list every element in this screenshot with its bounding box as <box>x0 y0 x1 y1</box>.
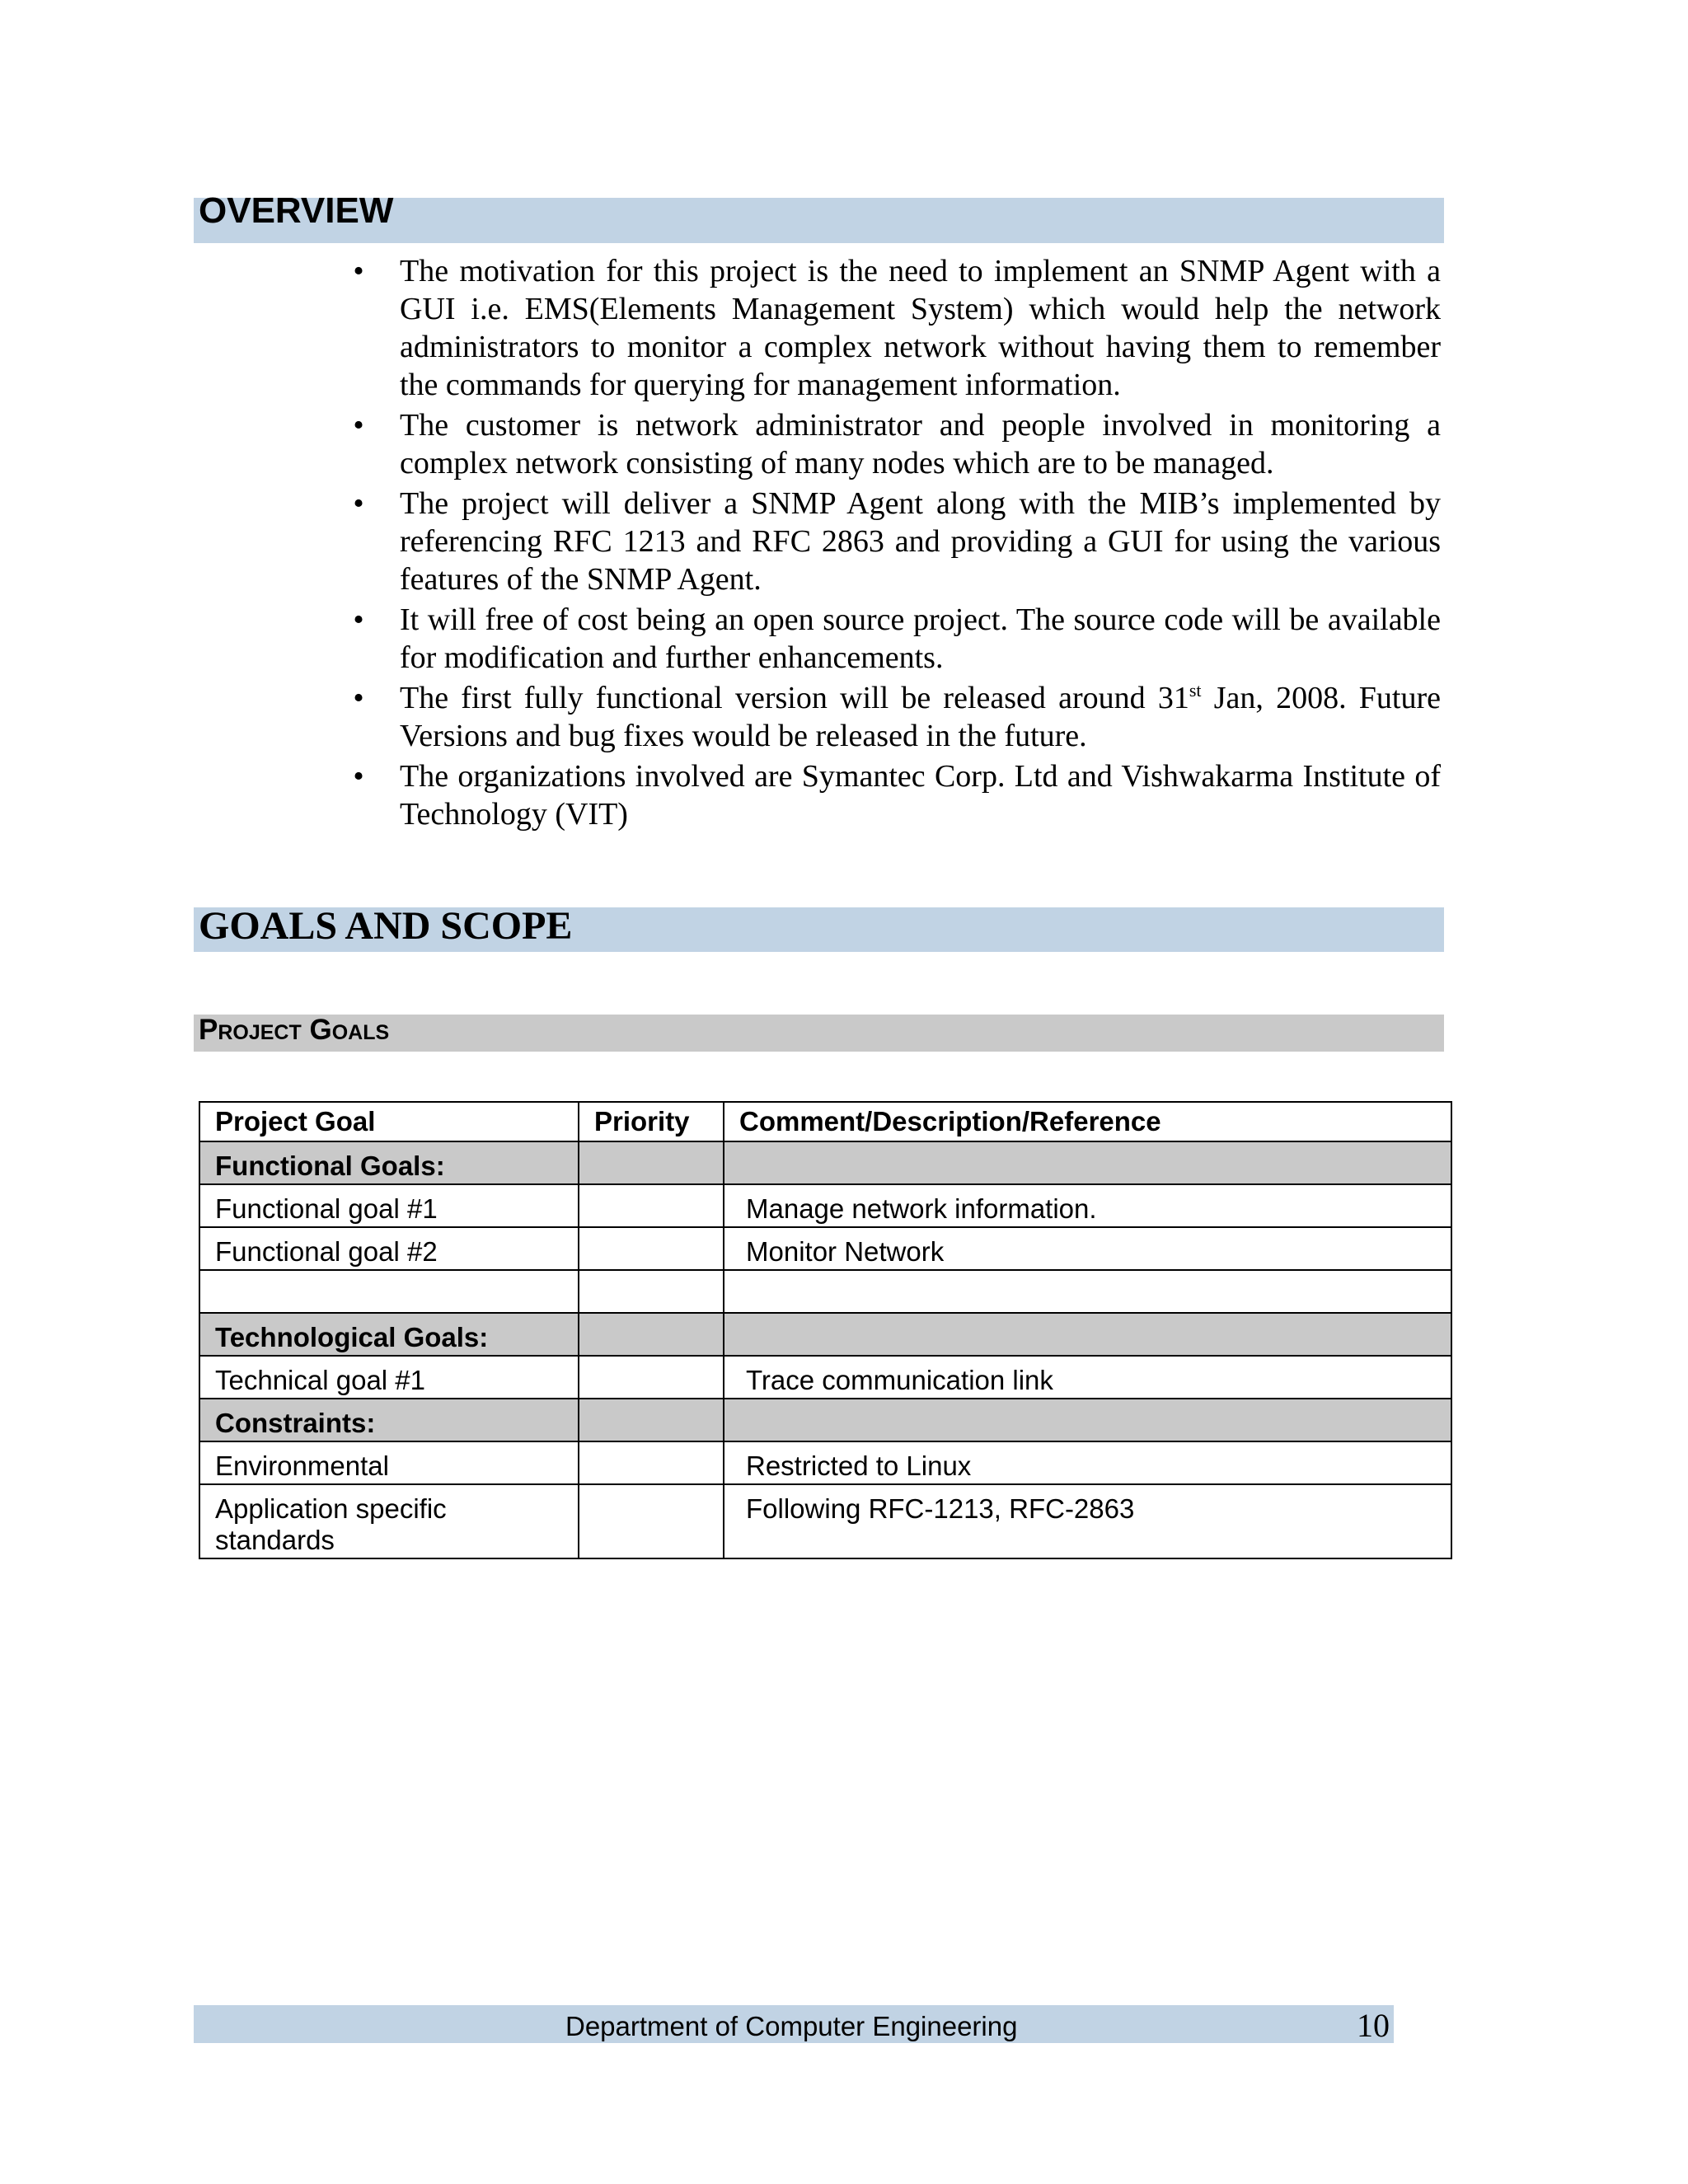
bullet-text: The motivation for this project is the need to implement an SNMP Agent with a GUI i.e. EMS(Elements Management System) which would help the network administrators to monitor a complex network without having them to remember the commands for querying for management information. <box>400 254 1441 402</box>
list-item <box>346 757 1441 833</box>
table-cell <box>579 1484 724 1558</box>
table-cell <box>724 1399 1451 1441</box>
bullet-icon: • <box>353 486 364 521</box>
table-cell <box>579 1227 724 1270</box>
bullet-icon: • <box>353 759 364 794</box>
bullet-text: The organizations involved are Symantec Corp. Ltd and Vishwakarma Institute of Technology (VIT) <box>400 759 1441 832</box>
column-header-comment: Comment/Description/Reference <box>724 1102 1451 1141</box>
bullet-icon: • <box>353 254 364 288</box>
page-number: 10 <box>1357 2007 1390 2044</box>
table-cell: Monitor Network <box>724 1227 1451 1270</box>
project-goals-table <box>199 1101 1452 1559</box>
ordinal-superscript: st <box>1189 680 1202 701</box>
table-row <box>199 1441 1451 1484</box>
table-cell <box>579 1141 724 1184</box>
table-cell: Trace communication link <box>724 1356 1451 1399</box>
table-cell <box>579 1356 724 1399</box>
bullet-text-after: Jan, 2008. Future Versions and bug fixes would be released in the future. <box>400 681 1442 753</box>
table-cell <box>724 1313 1451 1356</box>
bullet-text: The customer is network administrator and people involved in monitoring a complex network consisting of many nodes which are to be managed. <box>400 408 1441 480</box>
goals-scope-heading: GOALS AND SCOPE <box>199 904 573 948</box>
table-row <box>199 1270 1451 1313</box>
column-header-project-goal: Project Goal <box>199 1102 579 1141</box>
project-goals-heading: Project Goals <box>199 1014 390 1046</box>
list-item <box>346 406 1441 482</box>
overview-bullet-list <box>346 252 1441 836</box>
table-cell: Constraints: <box>199 1399 579 1441</box>
table-cell: Environmental <box>199 1441 579 1484</box>
table-cell: Technical goal #1 <box>199 1356 579 1399</box>
table-cell: Functional goal #1 <box>199 1184 579 1227</box>
table-cell <box>199 1270 579 1313</box>
table-cell <box>579 1441 724 1484</box>
table-cell: Manage network information. <box>724 1184 1451 1227</box>
table-row <box>199 1399 1451 1441</box>
table-row <box>199 1313 1451 1356</box>
table-cell <box>724 1270 1451 1313</box>
bullet-text: The project will deliver a SNMP Agent along with the MIB’s implemented by referencing RFC 1213 and RFC 2863 and providing a GUI for using the various features of the SNMP Agent. <box>400 486 1441 597</box>
table-row <box>199 1141 1451 1184</box>
overview-heading: OVERVIEW <box>199 190 394 231</box>
bullet-icon: • <box>353 408 364 443</box>
table-cell <box>579 1270 724 1313</box>
table-cell: Functional goal #2 <box>199 1227 579 1270</box>
list-item <box>346 601 1441 677</box>
table-cell: Technological Goals: <box>199 1313 579 1356</box>
table-cell <box>579 1313 724 1356</box>
table-cell: Application specific standards <box>199 1484 579 1558</box>
table-row <box>199 1484 1451 1558</box>
table-cell: Following RFC-1213, RFC-2863 <box>724 1484 1451 1558</box>
footer-department: Department of Computer Engineering <box>565 2011 1018 2041</box>
table-row <box>199 1184 1451 1227</box>
table-cell <box>579 1399 724 1441</box>
list-item <box>346 485 1441 598</box>
table-cell <box>724 1141 1451 1184</box>
list-item <box>346 679 1441 755</box>
table-header-row <box>199 1102 1451 1141</box>
table-row <box>199 1227 1451 1270</box>
bullet-icon: • <box>353 681 364 715</box>
table-cell: Restricted to Linux <box>724 1441 1451 1484</box>
table-cell <box>579 1184 724 1227</box>
table-cell: Functional Goals: <box>199 1141 579 1184</box>
column-header-priority: Priority <box>579 1102 724 1141</box>
list-item <box>346 252 1441 404</box>
bullet-text-before: The first fully functional version will be released around 31 <box>400 681 1189 715</box>
bullet-text: It will free of cost being an open source project. The source code will be available for modification and further enhancements. <box>400 602 1441 675</box>
bullet-icon: • <box>353 602 364 637</box>
table-row <box>199 1356 1451 1399</box>
